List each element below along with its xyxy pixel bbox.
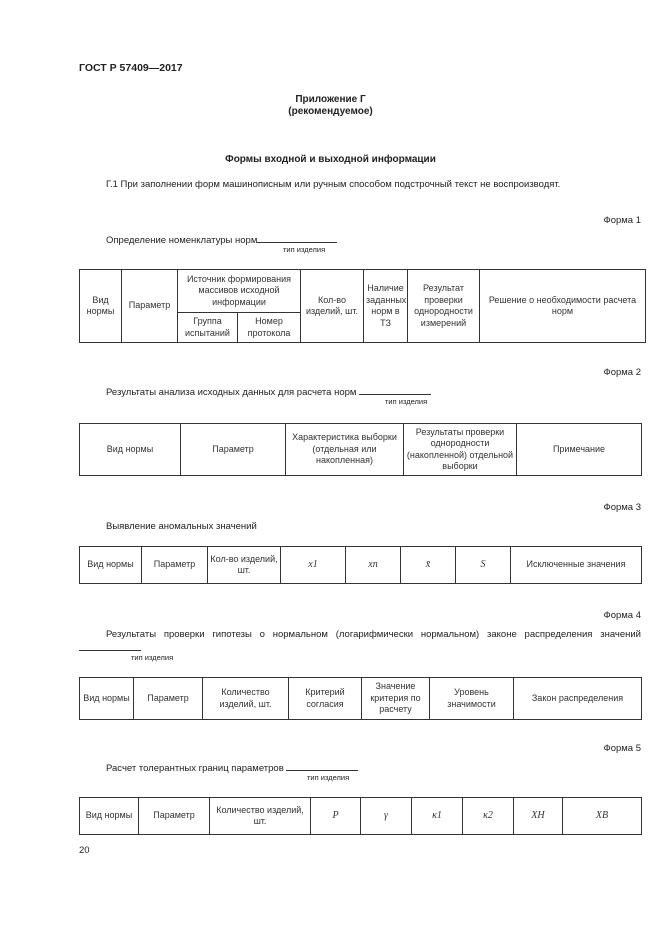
col-header-k1: κ1 — [432, 810, 442, 822]
form2-blank — [359, 385, 431, 395]
col-header: Решение о необходимости расчета норм — [480, 270, 646, 343]
col-header-k2: κ2 — [483, 810, 493, 822]
form5-blank — [286, 761, 358, 771]
appendix-title: Приложение Г — [295, 94, 366, 105]
col-header-xh: XН — [531, 810, 545, 822]
col-header: Параметр — [181, 424, 286, 476]
col-header: Источник формирования массивов исходной информации — [178, 270, 301, 313]
col-header-s: S — [480, 559, 486, 571]
col-header: Вид нормы — [80, 798, 139, 835]
appendix-subtitle: (рекомендуемое) — [288, 106, 373, 117]
col-header-p: P — [332, 810, 339, 822]
form5-subscript: тип изделия — [307, 773, 350, 782]
col-header-xn: xn — [368, 559, 378, 571]
col-header: Критерий согласия — [289, 678, 362, 720]
form1-caption: Определение номенклатуры норм — [106, 235, 258, 246]
col-header: Кол-во изделий, шт. — [208, 547, 281, 584]
form1-subscript: тип изделия — [283, 245, 326, 254]
form1-table — [79, 269, 646, 343]
col-header: Параметр — [122, 270, 178, 343]
col-header: Примечание — [517, 424, 642, 476]
form1-blank — [257, 233, 337, 243]
col-header: Закон распределения — [514, 678, 642, 720]
form3-caption: Выявление аномальных значений — [106, 521, 257, 532]
form2-subscript: тип изделия — [385, 397, 428, 406]
form2-table — [79, 423, 642, 476]
form3-label: Форма 3 — [603, 502, 641, 513]
form3-table — [79, 546, 642, 584]
form4-caption: Результаты проверки гипотезы о нормальном (логарифмически нормальном) законе распределения значений — [106, 629, 641, 640]
col-header: Параметр — [142, 547, 208, 584]
form4-label: Форма 4 — [603, 610, 641, 621]
col-header: Параметр — [139, 798, 210, 835]
section-title: Формы входной и выходной информации — [225, 154, 436, 165]
col-header-x1: x1 — [308, 559, 318, 571]
col-header: Вид нормы — [80, 270, 122, 343]
col-header: Вид нормы — [80, 424, 181, 476]
form4-table — [79, 677, 642, 720]
form4-subscript: тип изделия — [131, 653, 174, 662]
note: Г.1 При заполнении форм машинописным или ручным способом подстрочный текст не воспроизводят. — [106, 179, 561, 190]
col-header-gamma: γ — [384, 810, 388, 822]
col-header: Параметр — [134, 678, 203, 720]
col-header: Вид нормы — [80, 547, 142, 584]
col-header: Количество изделий, шт. — [210, 798, 311, 835]
form2-caption: Результаты анализа исходных данных для расчета норм — [106, 387, 357, 398]
col-header-xb: XВ — [595, 810, 609, 822]
form5-label: Форма 5 — [603, 743, 641, 754]
form1-label: Форма 1 — [603, 215, 641, 226]
col-header: Значение критерия по расчету — [362, 678, 430, 720]
form4-blank — [79, 641, 141, 651]
form5-table — [79, 797, 642, 835]
form2-label: Форма 2 — [603, 367, 641, 378]
form5-caption: Расчет толерантных границ параметров — [106, 763, 284, 774]
col-header: Количество изделий, шт. — [203, 678, 289, 720]
col-header: Исключенные значения — [511, 547, 642, 584]
col-header: Результаты проверки однородности (накопленной) отдельной выборки — [404, 424, 517, 476]
subcol-header: Номер протокола — [238, 313, 301, 343]
subcol-header: Группа испытаний — [178, 313, 238, 343]
col-header: Вид нормы — [80, 678, 134, 720]
page-number: 20 — [79, 845, 90, 856]
col-header: Кол-во изделий, шт. — [301, 270, 364, 343]
col-header-xbar: x̄ — [425, 559, 431, 571]
col-header: Результат проверки однородности измерений — [408, 270, 480, 343]
col-header: Наличие заданных норм в ТЗ — [364, 270, 408, 343]
col-header: Уровень значимости — [430, 678, 514, 720]
col-header: Характеристика выборки (отдельная или накопленная) — [286, 424, 404, 476]
standard-header: ГОСТ Р 57409—2017 — [79, 62, 183, 74]
